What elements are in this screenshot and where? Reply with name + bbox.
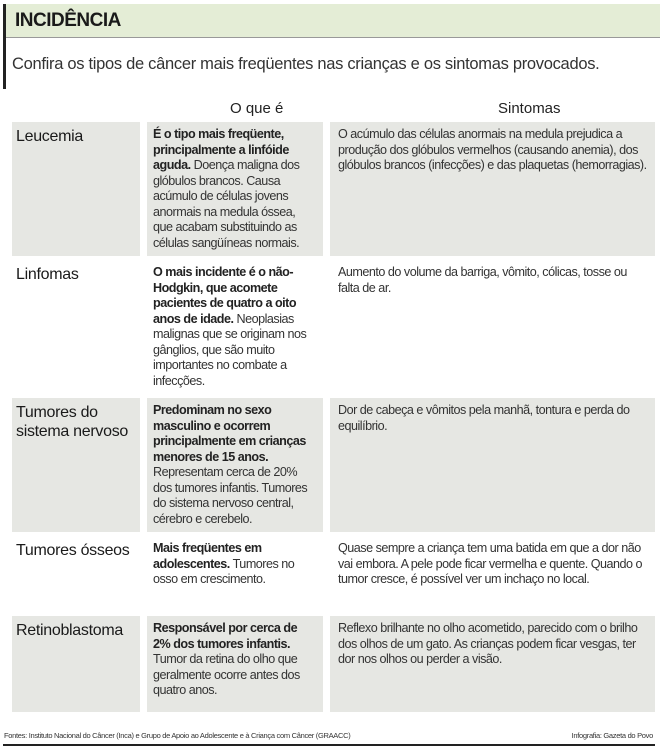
description-highlight: É o tipo mais freqüente, principalmente a linfóide aguda.: [153, 127, 289, 172]
title-band: [3, 4, 660, 37]
table-row: [12, 616, 655, 712]
symptoms: Aumento do volume da barriga, vômito, cólicas, tosse ou falta de ar.: [338, 265, 627, 295]
description: [147, 616, 323, 712]
column-header-symptoms: Sintomas: [498, 100, 561, 117]
cancer-name: Leucemia: [12, 122, 140, 256]
table-row: [12, 260, 655, 394]
cancer-name: Retinoblastoma: [12, 616, 140, 712]
description: [147, 536, 323, 612]
symptoms: Reflexo brilhante no olho acometido, parecido com o brilho dos olhos de um gato. As crianças podem ficar vesgas, ter dor nos olhos ou perder a visão.: [330, 616, 655, 712]
left-bar: [3, 37, 6, 89]
footer: [3, 730, 655, 746]
sources: Fontes: Instituto Nacional do Câncer (Inca) e Grupo de Apoio ao Adolescente e à Criança com Câncer (GRAACC): [4, 731, 351, 740]
description-text: Tumores no osso em crescimento.: [153, 556, 295, 586]
description-highlight: Responsável por cerca de 2% dos tumores infantis.: [153, 621, 298, 651]
symptoms: O acúmulo das células anormais na medula prejudica a produção dos glóbulos vermelhos (causando anemia), dos glóbulos brancos (infecções) e das plaquetas (hemorragias).: [330, 122, 655, 256]
description-highlight: Mais freqüentes em adolescentes.: [153, 541, 262, 571]
description-text: Doença maligna dos glóbulos brancos. Causa acúmulo de células jovens anormais na medula óssea, que acabam substituindo as células sangüíneas normais.: [153, 158, 300, 250]
cancer-name: Tumores ósseos: [16, 542, 130, 559]
column-header-what: O que é: [230, 100, 284, 117]
title: INCIDÊNCIA: [15, 10, 121, 31]
description-highlight: O mais incidente é o não-Hodgkin, que acomete pacientes de quatro a oito anos de idade.: [153, 265, 297, 326]
description-text: Neoplasias malignas que se originam nos gânglios, que são muito importantes no combate a infecções.: [153, 311, 307, 388]
description: [147, 122, 323, 256]
description-text: Representam cerca de 20% dos tumores infantis. Tumores do sistema nervoso central, cérebro e cerebelo.: [153, 465, 308, 526]
table-row: [12, 122, 655, 256]
cancer-name: Tumores do sistema nervoso: [12, 398, 140, 532]
description-text: Tumor da retina do olho que geralmente ocorre antes dos quatro anos.: [153, 652, 300, 697]
symptoms: Quase sempre a criança tem uma batida em que a dor não vai embora. A pele pode ficar vermelha e quente. Quando o tumor cresce, é possível ver um inchaço no local.: [338, 541, 643, 586]
description-highlight: Predominam no sexo masculino e ocorrem principalmente em crianças menores de 15 anos.: [153, 403, 306, 464]
table-row: [12, 398, 655, 532]
divider: [3, 37, 660, 38]
subtitle: Confira os tipos de câncer mais freqüentes nas crianças e os sintomas provocados.: [12, 55, 600, 73]
cancer-name: Linfomas: [16, 266, 79, 283]
table-row: [12, 536, 655, 612]
symptoms: Dor de cabeça e vômitos pela manhã, tontura e perda do equilíbrio.: [330, 398, 655, 532]
description: [147, 398, 323, 532]
description: [147, 260, 323, 394]
cancer-table: [4, 122, 655, 746]
credit: Infografia: Gazeta do Povo: [571, 731, 653, 740]
